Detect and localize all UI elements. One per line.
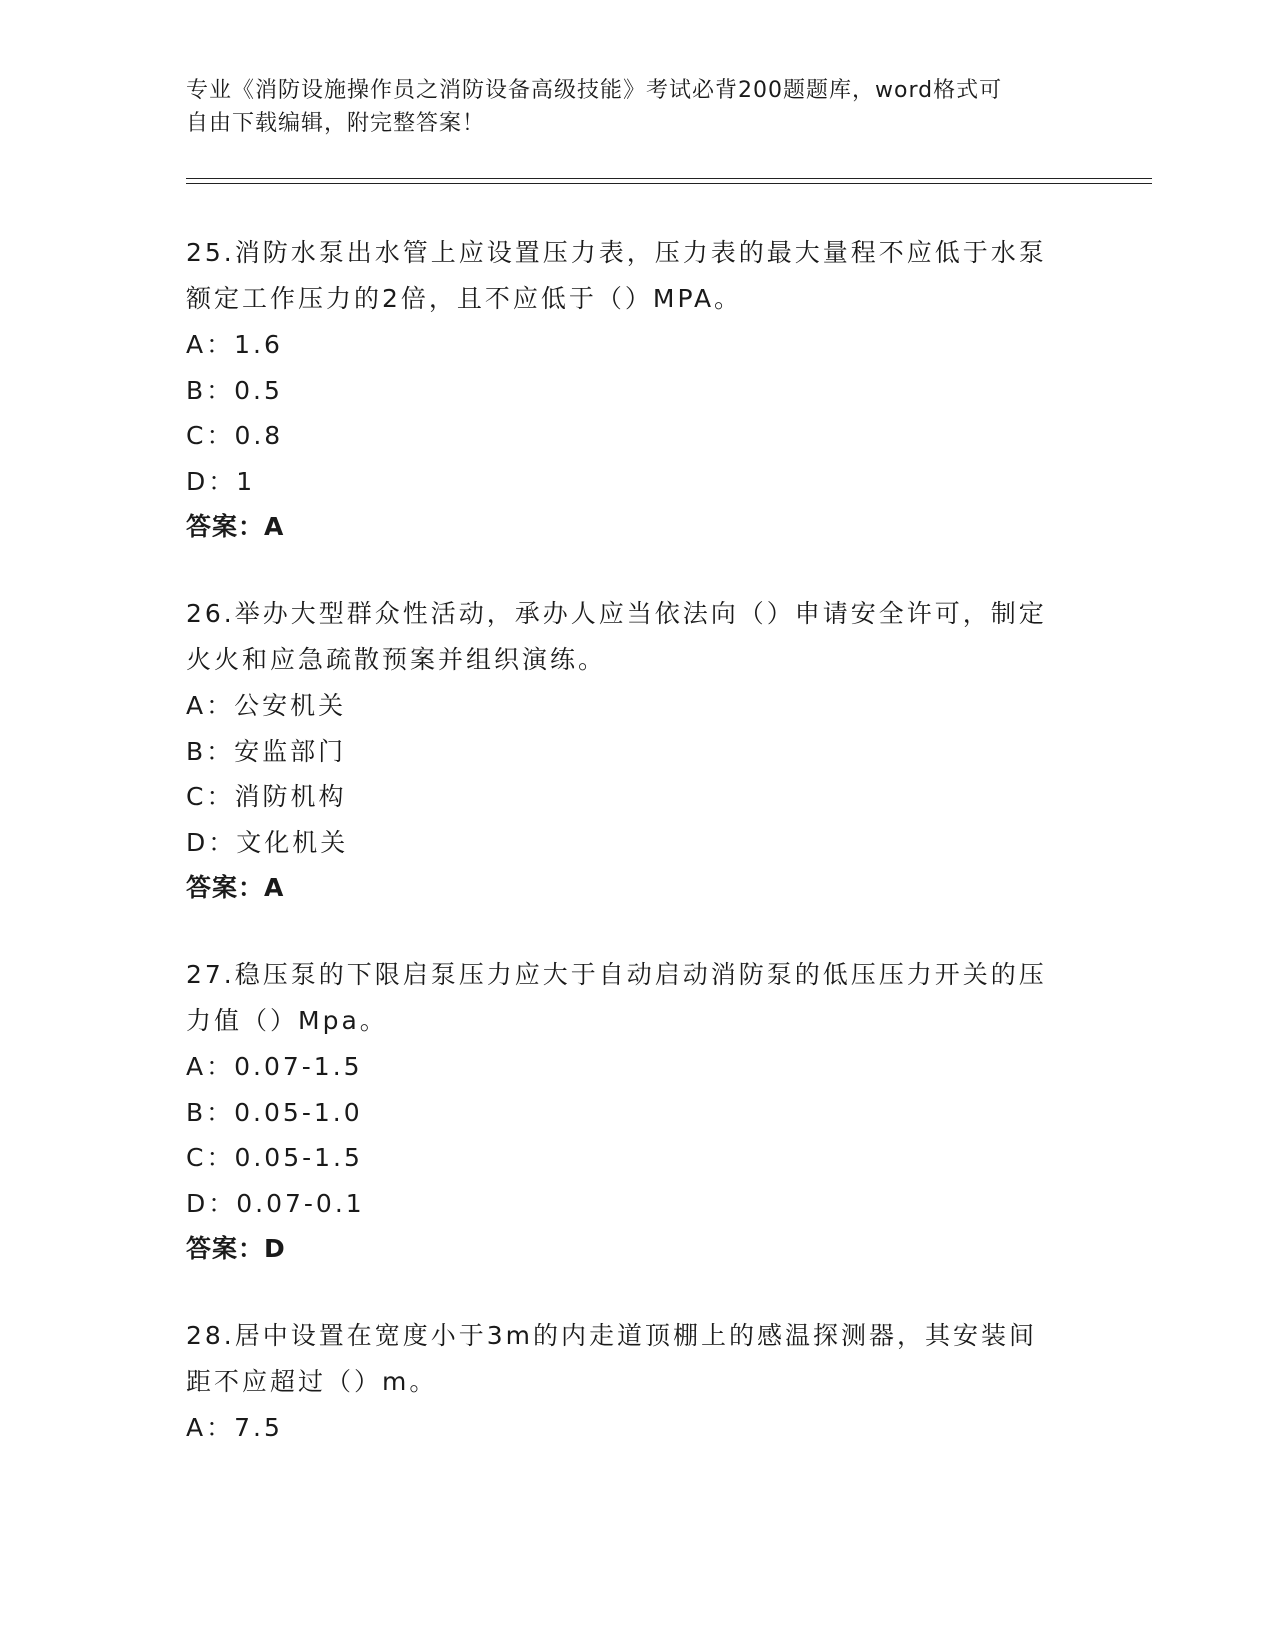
option-b: B：0.5	[186, 375, 283, 405]
option-c: C：消防机构	[186, 782, 347, 811]
question-stem-line: 28.居中设置在宽度小于3m的内走道顶棚上的感温探测器，其安装间	[186, 1321, 1038, 1350]
answer-line: 答案：A	[186, 873, 285, 902]
option-b: B：安监部门	[186, 736, 347, 766]
question-stem	[186, 1313, 1086, 1405]
question-stem-line: 额定工作压力的2倍，且不应低于（）MPA。	[186, 284, 743, 313]
header-divider-bottom	[186, 183, 1152, 184]
option-c: C：0.8	[186, 421, 284, 450]
header-line-2: 自由下载编辑，附完整答案！	[186, 111, 486, 136]
option-d: D：文化机关	[186, 827, 349, 857]
header-divider-top	[186, 178, 1152, 179]
document-header	[186, 74, 1066, 140]
option-a: A：0.07-1.5	[186, 1052, 363, 1081]
question-item	[186, 230, 1086, 550]
question-stem-line: 25.消防水泵出水管上应设置压力表，压力表的最大量程不应低于水泵	[186, 238, 1047, 267]
question-stem	[186, 952, 1086, 1044]
option-d: D：1	[186, 466, 256, 496]
option-a: A：1.6	[186, 330, 283, 359]
answer-line: 答案：D	[186, 1234, 286, 1263]
question-stem	[186, 230, 1086, 322]
option-c: C：0.05-1.5	[186, 1143, 363, 1172]
question-stem	[186, 591, 1086, 683]
question-stem-line: 距不应超过（）m。	[186, 1367, 438, 1396]
answer-line: 答案：A	[186, 512, 285, 541]
question-stem-line: 火火和应急疏散预案并组织演练。	[186, 645, 607, 674]
option-b: B：0.05-1.0	[186, 1097, 363, 1127]
option-a: A：7.5	[186, 1413, 283, 1442]
question-stem-line: 27.稳压泵的下限启泵压力应大于自动启动消防泵的低压压力开关的压	[186, 960, 1047, 989]
header-line-1: 专业《消防设施操作员之消防设备高级技能》考试必背200题题库，word格式可	[186, 78, 1003, 103]
question-stem-line: 力值（）Mpa。	[186, 1006, 388, 1035]
question-list	[186, 230, 1086, 1492]
option-a: A：公安机关	[186, 691, 347, 720]
question-item	[186, 952, 1086, 1272]
option-d: D：0.07-0.1	[186, 1188, 365, 1218]
question-item	[186, 591, 1086, 911]
question-item	[186, 1313, 1086, 1451]
question-stem-line: 26.举办大型群众性活动，承办人应当依法向（）申请安全许可，制定	[186, 599, 1047, 628]
